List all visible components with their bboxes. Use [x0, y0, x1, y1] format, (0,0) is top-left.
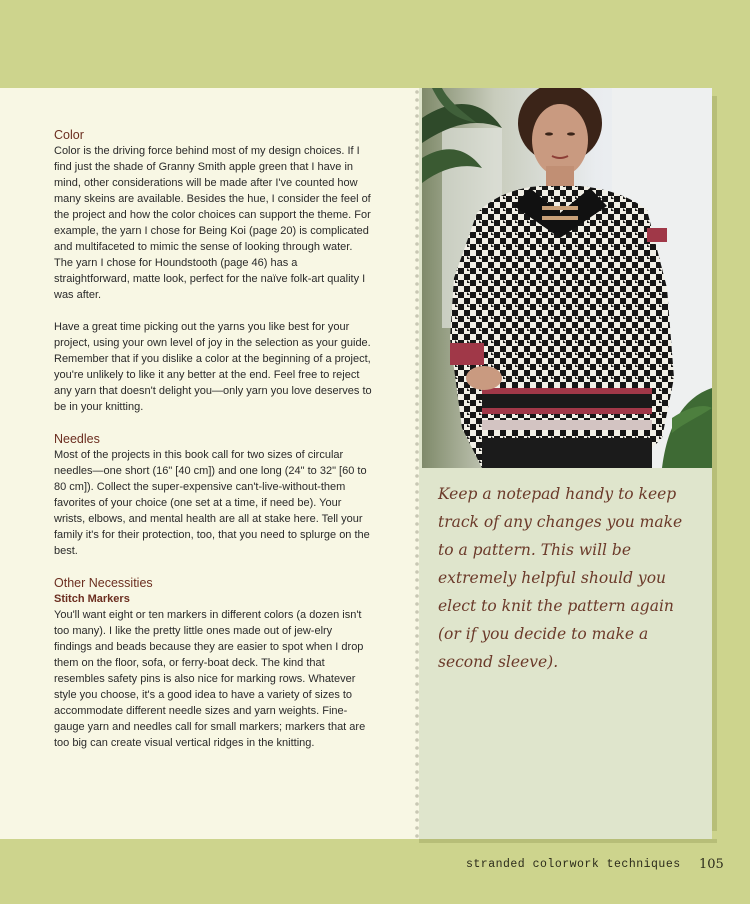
stitch-markers-paragraph: You'll want eight or ten markers in different colors (a dozen isn't too many). I like the pretty little ones made out of jew-elry findings and beads because they are easier to spot when I drop them on the floor, sofa, or ferry-boat deck. The kind that resembles safety pins is also nice for marking rows. Whatever style you choose, it's a good idea to have a variety of sizes to accommodate different needle sizes and yarn weights. Fine-gauge yarn and needles call for small markers; markers that are too big can create visual vertical ridges in the knitting. — [54, 609, 366, 749]
needles-heading: Needles — [54, 432, 100, 446]
other-necessities-heading: Other Necessities — [54, 576, 153, 590]
stitch-markers-subheading: Stitch Markers — [54, 593, 130, 605]
main-text-column — [54, 127, 372, 751]
color-paragraph-1: Color is the driving force behind most of my design choices. If I find just the shade of Granny Smith apple green that I have in mind, other considerations will be made after I've counted how many skeins are available. Besides the hue, I consider the feel of the project and how the color choices can support the theme. For example, the yarn I chose for Being Koi (page 20) is complicated and multifaceted to mimic the sense of looking through water. The yarn I chose for Houndstooth (page 46) has a straightforward, matte look, perfect for the naïve folk-art quality I was after. — [54, 145, 371, 301]
page-number: 105 — [699, 857, 724, 872]
footer-section-label: stranded colorwork techniques — [466, 858, 681, 871]
color-paragraph-2: Have a great time picking out the yarns you like best for your project, using your own level of joy in the selection as your guide. Remember that if you dislike a color at the beginning of a project, you're unlikely to like it any better at the end. Feel free to reject any yarn that doesn't delight you—only yarn you love deserves to be in your knitting. — [54, 321, 372, 413]
panel-shadow-bottom — [419, 839, 717, 843]
tip-callout: Keep a notepad handy to keep track of any changes you make to a pattern. This will be extremely helpful should you elect to knit the pattern again (or if you decide to make a second sleeve). — [438, 485, 683, 671]
sweater-photo — [422, 88, 712, 468]
panel-shadow-right — [712, 96, 717, 831]
needles-paragraph: Most of the projects in this book call for two sizes of circular needles—one short (16" [40 cm]) and one long (24" to 32" [60 to 80 cm]). Collect the super-expensive can't-live-without-them favorites of your choice (one set at a time, if need be). Your wrists, elbows, and mental health are all at stake here. Tell your family it's for their protection, too, that you need to splurge on the best. — [54, 449, 370, 557]
color-heading: Color — [54, 128, 84, 142]
